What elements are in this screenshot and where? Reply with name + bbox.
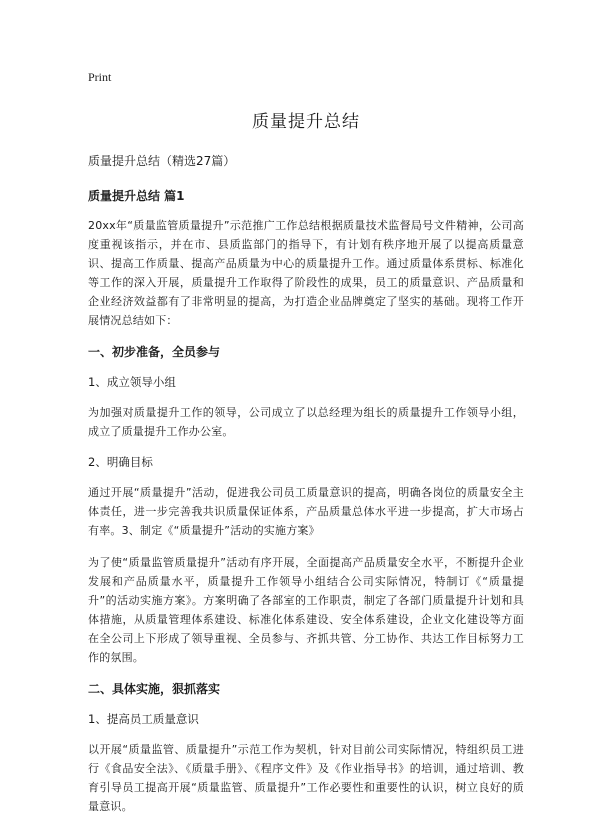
print-label: Print [88, 70, 112, 84]
document-subtitle: 质量提升总结（精选27篇） [88, 154, 236, 168]
intro-paragraph: 20xx年“质量监管质量提升”示范推广工作总结根据质量技术监督局号文件精神，公司高度重视该指示，并在市、县质监部门的指导下，有计划有秩序地开展了以提高质量意识、提高工作质量、提高产品质量为中心的质量提升工作。通过质量体系贯标、标准化等工作的深入开展，质量提升工作取得了阶段性的成果，员工的质量意识、产品质量和企业经济效益都有了非常明显的提高，为打造企业品牌奠定了坚实的基础。现将工作开展情况总结如下： [88, 219, 524, 327]
document-title: 质量提升总结 [252, 112, 360, 132]
document-page [88, 70, 524, 829]
subheading-quality-awareness: 1、提高员工质量意识 [88, 712, 199, 726]
paragraph-define-goals: 通过开展“质量提升”活动，促进我公司员工质量意识的提高，明确各岗位的质量安全主体责任，进一步完善我共识质量保证体系，产品质量总体水平进一步提高，扩大市场占有率。3、制定《“质量提升”活动的实施方案》 [88, 486, 524, 537]
article-title: 质量提升总结 篇1 [88, 189, 185, 203]
section-heading-2: 二、具体实施，狠抓落实 [88, 682, 221, 696]
paragraph-implementation-plan: 为了使“质量监管质量提升”活动有序开展，全面提高产品质量安全水平，不断提升企业发展和产品质量水平，质量提升工作领导小组结合公司实际情况，特制订《“质量提升”的活动实施方案》。方案明确了各部室的工作职责，制定了各部门质量提升计划和具体措施，从质量管理体系建设、标准化体系建设、安全体系建设，企业文化建设等方面在全公司上下形成了领导重视、全员参与、齐抓共管、分工协作、共达工作目标努力工作的氛围。 [88, 556, 524, 664]
subheading-define-goals: 2、明确目标 [88, 455, 153, 469]
paragraph-leadership-group: 为加强对质量提升工作的领导，公司成立了以总经理为组长的质量提升工作领导小组，成立了质量提升工作办公室。 [88, 406, 524, 438]
subheading-leadership-group: 1、成立领导小组 [88, 375, 176, 389]
section-heading-1: 一、初步准备，全员参与 [88, 345, 221, 359]
paragraph-quality-awareness: 以开展“质量监管、质量提升”示范工作为契机，针对目前公司实际情况，特组织员工进行《食品安全法》、《质量手册》、《程序文件》及《作业指导书》的培训，通过培训、教育引导员工提高开展“质量监管、质量提升”工作必要性和重要性的认识，树立良好的质量意识。 [88, 743, 524, 813]
